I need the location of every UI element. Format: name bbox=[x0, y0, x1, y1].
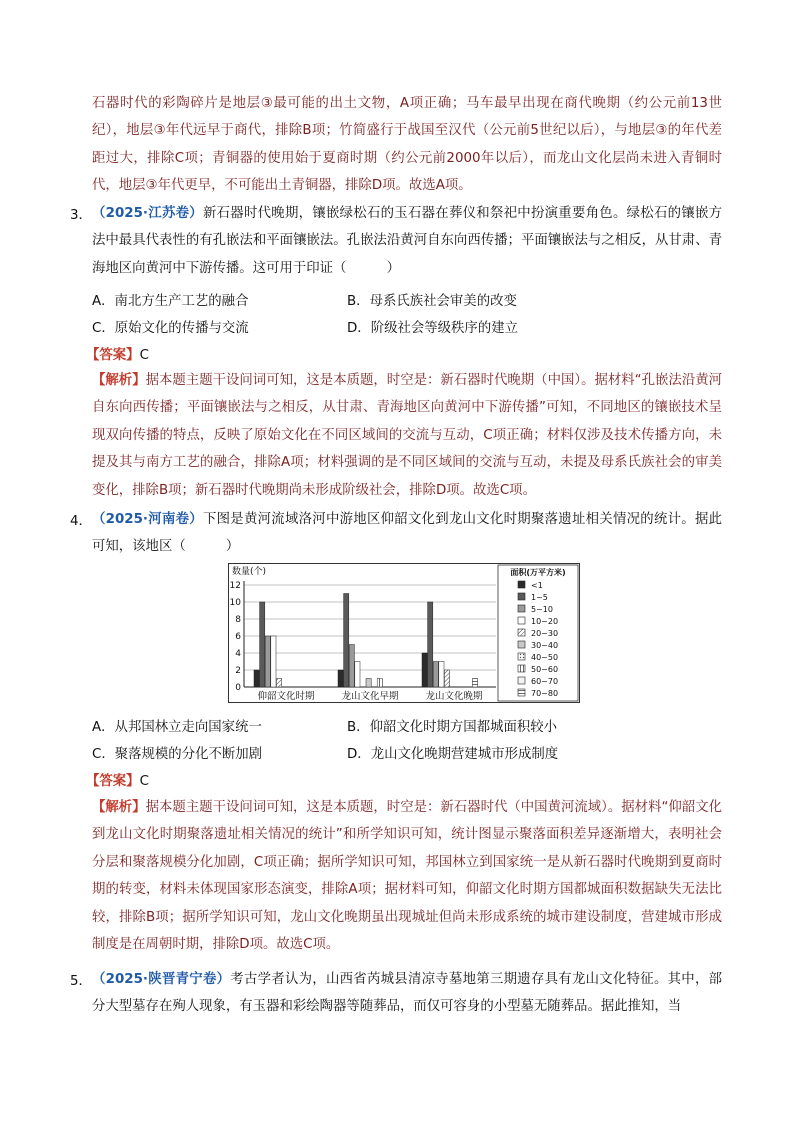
legend-label: 10~20 bbox=[531, 617, 559, 626]
question-5-stem bbox=[92, 966, 722, 1021]
y-tick-label: 8 bbox=[235, 615, 241, 625]
legend-swatch bbox=[518, 605, 525, 612]
y-tick-label: 12 bbox=[229, 581, 241, 591]
legend-label: 40~50 bbox=[531, 653, 559, 662]
legend-swatch bbox=[518, 629, 525, 636]
bar bbox=[377, 679, 382, 688]
question-number-5: 5． bbox=[70, 974, 92, 989]
bar bbox=[444, 670, 449, 687]
legend-title: 面积(万平方米) bbox=[510, 568, 566, 577]
y-tick-label: 2 bbox=[235, 666, 241, 676]
question-3-option-a: A．南北方生产工艺的融合 bbox=[92, 294, 249, 309]
question-5-source: （2025·陕晋青宁卷） bbox=[92, 972, 231, 987]
x-tick-label: 龙山文化早期 bbox=[341, 691, 399, 702]
bar bbox=[254, 670, 259, 687]
bar bbox=[428, 602, 433, 687]
answer-label: 【答案】 bbox=[86, 348, 140, 363]
y-tick-label: 6 bbox=[235, 632, 241, 642]
settlement-bar-chart bbox=[228, 563, 580, 703]
legend-swatch bbox=[518, 677, 525, 684]
bar bbox=[349, 645, 354, 688]
question-3-answer bbox=[86, 344, 149, 363]
bar bbox=[439, 662, 444, 688]
answer-value: C bbox=[139, 774, 149, 789]
bar bbox=[422, 653, 427, 687]
legend-swatch bbox=[518, 581, 525, 588]
question-4-option-d: D．龙山文化晚期营建城市形成制度 bbox=[347, 747, 559, 762]
legend-swatch bbox=[518, 665, 525, 672]
question-4-stem-text: 下图是黄河流域洛河中游地区仰韶文化到龙山文化时期聚落遗址相关情况的统计。据此可知，该地区（ ） bbox=[92, 512, 723, 555]
question-3-option-c: C．原始文化的传播与交流 bbox=[92, 321, 249, 336]
legend-swatch bbox=[518, 653, 525, 660]
question-4-option-b: B．仰韶文化时期方国都城面积较小 bbox=[347, 720, 558, 735]
y-tick-label: 4 bbox=[235, 649, 241, 659]
question-4-analysis-text: 据本题主题干设问词可知，这是本质题，时空是：新石器时代（中国黄河流域）。据材料“仰韶文化到龙山文化时期聚落遗址相关情况的统计”和所学知识可知，统计图显示聚落面积差异逐渐增大，表明社会分层和聚落规模分化加剧，C项正确；据所学知识可知，邦国林立到国家统一是从新石器时代晚期到夏商时期的转变，材料未体现国家形态演变，排除A项；据材料可知，仰韶文化时期方国都城面积数据缺失无法比较，排除B项；据所学知识可知，龙山文化晚期虽出现城址但尚未形成系统的城市建设制度，营建城市形成制度是在周朝时期，排除D项。故选C项。 bbox=[92, 800, 723, 953]
previous-analysis-text: 石器时代的彩陶碎片是地层③最可能的出土文物，A项正确；马车最早出现在商代晚期（约公元前13世纪），地层③年代远早于商代，排除B项；竹简盛行于战国至汉代（公元前5世纪以后），与地层③的年代差距过大，排除C项；青铜器的使用始于夏商时期（约公元前2000年以后），而龙山文化层尚未进入青铜时代，地层③年代更早，不可能出土青铜器，排除D项。故选A项。 bbox=[92, 96, 722, 194]
legend-label: 30~40 bbox=[531, 641, 559, 650]
x-tick-label: 龙山文化晚期 bbox=[425, 691, 483, 702]
legend-label: 20~30 bbox=[531, 629, 559, 638]
question-3-stem-text: 新石器时代晚期，镶嵌绿松石的玉石器在葬仪和祭祀中扮演重要角色。绿松石的镶嵌方法中最具代表性的有孔嵌法和平面镶嵌法。孔嵌法沿黄河自东向西传播；平面镶嵌法与之相反，从甘肃、青海地区向黄河中下游传播。这可用于印证（ ） bbox=[92, 206, 723, 276]
question-3-stem bbox=[92, 200, 722, 282]
legend-label: 60~70 bbox=[531, 677, 559, 686]
question-4-option-a: A．从邦国林立走向国家统一 bbox=[92, 720, 262, 735]
bar bbox=[366, 679, 371, 688]
chart-svg bbox=[228, 563, 580, 703]
y-axis-label: 数量(个) bbox=[232, 567, 267, 577]
bar bbox=[472, 679, 477, 688]
legend-label: 70~80 bbox=[531, 689, 559, 698]
legend-swatch bbox=[518, 593, 525, 600]
legend-label: 50~60 bbox=[531, 665, 559, 674]
bar bbox=[265, 636, 270, 687]
question-3-source: （2025·江苏卷） bbox=[92, 206, 203, 221]
y-tick-label: 10 bbox=[229, 598, 241, 608]
question-4-option-c: C．聚落规模的分化不断加剧 bbox=[92, 747, 263, 762]
bar bbox=[338, 670, 343, 687]
analysis-label: 【解析】 bbox=[92, 373, 146, 388]
question-4-analysis bbox=[92, 794, 722, 958]
question-3-option-d: D．阶级社会等级秩序的建立 bbox=[347, 321, 518, 336]
legend-swatch bbox=[518, 617, 525, 624]
bar bbox=[271, 636, 276, 687]
question-number-4: 4． bbox=[70, 514, 92, 529]
bar bbox=[344, 594, 349, 688]
analysis-label: 【解析】 bbox=[92, 800, 146, 815]
question-3-analysis-text: 据本题主题干设问词可知，这是本质题，时空是：新石器时代晚期（中国）。据材料“孔嵌法沿黄河自东向西传播；平面镶嵌法与之相反，从甘肃、青海地区向黄河中下游传播”可知，不同地区的镶嵌技术呈现双向传播的特点，反映了原始文化在不同区域间的交流与互动，C项正确；材料仅涉及技术传播方向，未提及其与南方工艺的融合，排除A项；材料强调的是不同区域间的交流与互动，未提及母系氏族社会的审美变化，排除B项；新石器时代晚期尚未形成阶级社会，排除D项。故选C项。 bbox=[92, 373, 723, 498]
answer-value: C bbox=[139, 348, 149, 363]
legend-label: <1 bbox=[531, 581, 543, 590]
question-4-source: （2025·河南卷） bbox=[92, 512, 203, 527]
question-3-option-b: B．母系氏族社会审美的改变 bbox=[347, 294, 517, 309]
legend-label: 5~10 bbox=[531, 605, 553, 614]
legend-label: 1~5 bbox=[531, 593, 548, 602]
legend-swatch bbox=[518, 641, 525, 648]
bar bbox=[433, 662, 438, 688]
question-4-answer bbox=[86, 770, 149, 789]
y-tick-label: 0 bbox=[235, 683, 241, 693]
answer-label: 【答案】 bbox=[86, 774, 140, 789]
legend-swatch bbox=[518, 689, 525, 696]
question-5-stem-text: 考古学者认为，山西省芮城县清凉寺墓地第三期遗存具有龙山文化特征。其中，部分大型墓存在殉人现象，有玉器和彩绘陶器等随葬品，而仅可容身的小型墓无随葬品。据此推知，当 bbox=[92, 972, 722, 1015]
question-4-stem bbox=[92, 506, 722, 561]
question-3-analysis bbox=[92, 367, 722, 504]
bar bbox=[260, 602, 265, 687]
bar bbox=[355, 662, 360, 688]
question-number-3: 3． bbox=[70, 208, 92, 223]
bar bbox=[276, 679, 281, 688]
x-tick-label: 仰韶文化时期 bbox=[257, 691, 315, 702]
